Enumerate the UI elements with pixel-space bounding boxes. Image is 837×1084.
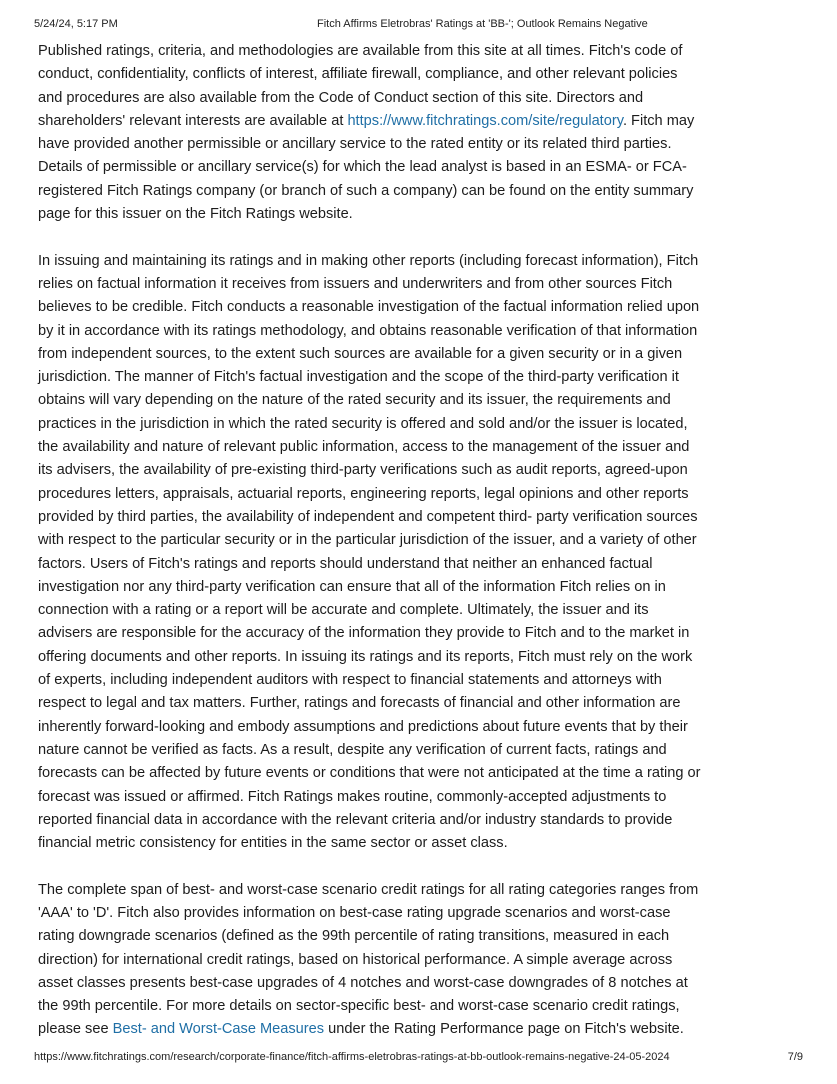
- article-body: [38, 40, 702, 1065]
- regulatory-link[interactable]: https://www.fitchratings.com/site/regulatory: [347, 112, 623, 129]
- best-worst-case-measures-link[interactable]: Best- and Worst-Case Measures: [112, 1021, 325, 1038]
- paragraph-scenario-text-1: The complete span of best- and worst-case scenario credit ratings for all rating categories ranges from 'AAA' to 'D'. Fitch also provides information on best-case rating upgrade scenarios and worst-case rating downgrade scenarios (defined as the 99th percentile of rating transitions, measured in each direction) for international credit ratings, based on historical performance. A simple average across asset classes presents best-case upgrades of 4 notches and worst-case downgrades of 8 notches at the 99th percentile. For more details on sector-specific best- and worst-case scenario credit ratings, please see: [38, 881, 699, 1038]
- paragraph-factual-investigation: In issuing and maintaining its ratings and in making other reports (including forecast information), Fitch relies on factual information it receives from issuers and underwriters and from other sources Fitch believes to be credible. Fitch conducts a reasonable investigation of the factual information relied upon by it in accordance with its ratings methodology, and obtains reasonable verification of that information from independent sources, to the extent such sources are available for a given security or in a given jurisdiction. The manner of Fitch's factual investigation and the scope of the third-party verification it obtains will vary depending on the nature of the rated security and its issuer, the requirements and practices in the jurisdiction in which the rated security is offered and sold and/or the issuer is located, the availability and nature of relevant public information, access to the management of the issuer and its advisers, the availability of pre-existing third-party verifications such as audit reports, agreed-upon procedures letters, appraisals, actuarial reports, engineering reports, legal opinions and other reports provided by third parties, the availability of independent and competent third- party verification sources with respect to the particular security or in the particular jurisdiction of the issuer, and a variety of other factors. Users of Fitch's ratings and reports should understand that neither an enhanced factual investigation nor any third-party verification can ensure that all of the information Fitch relies on in connection with a rating or a report will be accurate and complete. Ultimately, the issuer and its advisers are responsible for the accuracy of the information they provide to Fitch and to the market in offering documents and other reports. In issuing its ratings and its reports, Fitch must rely on the work of experts, including independent auditors with respect to financial statements and attorneys with respect to legal and tax matters. Further, ratings and forecasts of financial and other information are inherently forward-looking and embody assumptions and predictions about future events that by their nature cannot be verified as facts. As a result, despite any verification of current facts, ratings and forecasts can be affected by future events or conditions that were not anticipated at the time a rating or forecast was issued or affirmed. Fitch Ratings makes routine, commonly-accepted adjustments to reported financial data in accordance with the relevant criteria and/or industry standards to provide financial metric consistency for entities in the same sector or asset class.: [38, 252, 701, 852]
- print-page-title: Fitch Affirms Eletrobras' Ratings at 'BB-'; Outlook Remains Negative: [317, 18, 648, 30]
- paragraph-disclosures: [38, 40, 702, 226]
- print-footer: [34, 1051, 803, 1065]
- paragraph-disclosures-text-2: . Fitch may have provided another permissible or ancillary service to the rated entity or its related third parties. Details of permissible or ancillary service(s) for which the lead analyst is based in an ESMA- or FCA-registered Fitch Ratings company (or branch of such a company) can be found on the entity summary page for this issuer on the Fitch Ratings website.: [38, 112, 695, 223]
- print-header: [34, 18, 803, 32]
- print-datetime: 5/24/24, 5:17 PM: [34, 18, 118, 30]
- paragraph-scenario-text-2: under the Rating Performance page on Fitch's website.: [324, 1021, 684, 1038]
- page-number: 7/9: [787, 1051, 803, 1063]
- paragraph-disclosures-text-1: Published ratings, criteria, and methodologies are available from this site at all times. Fitch's code of conduct, confidentiality, conflicts of interest, affiliate firewall, compliance, and other relevant policies and procedures are also available from the Code of Conduct section of this site. Directors and shareholders' relevant interests are available at: [38, 43, 683, 129]
- paragraph-scenario-ratings: [38, 879, 702, 1042]
- print-source-url: https://www.fitchratings.com/research/corporate-finance/fitch-affirms-eletrobras-ratings-at-bb-outlook-remains-negative-24-05-2024: [34, 1051, 670, 1063]
